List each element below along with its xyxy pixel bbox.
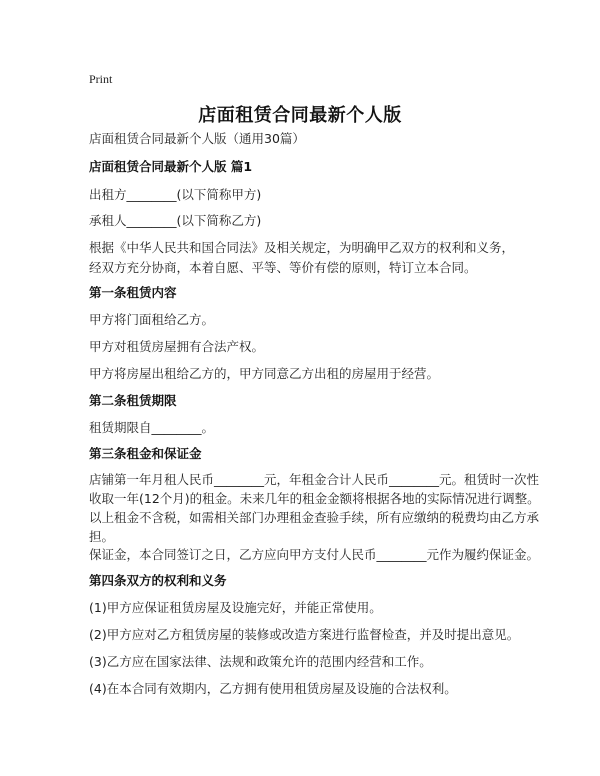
article-1-paragraph: 甲方对租赁房屋拥有合法产权。 <box>89 339 265 354</box>
article-2-heading: 第二条租赁期限 <box>89 393 177 408</box>
lessee-line: 承租人________(以下简称乙方) <box>89 213 262 228</box>
intro-paragraph: 根据《中华人民共和国合同法》及相关规定，为明确甲乙双方的权利和义务，经双方充分协商，本着自愿、平等、等价有偿的原则，特订立本合同。 <box>89 240 515 275</box>
section-heading: 店面租赁合同最新个人版 篇1 <box>89 159 253 174</box>
article-4-item: (3)乙方应在国家法律、法规和政策允许的范围内经营和工作。 <box>89 654 432 669</box>
article-2-paragraph: 租赁期限自________。 <box>89 420 215 435</box>
article-4-heading: 第四条双方的权利和义务 <box>89 573 227 588</box>
article-3-paragraph-line: 店铺第一年月租人民币________元，年租金合计人民币________元。租赁时一次性 <box>89 472 540 487</box>
article-3-paragraph-line: 收取一年(12个月)的租金。未来几年的租金金额将根据各地的实际情况进行调整。 <box>89 491 540 506</box>
article-1-paragraph: 甲方将门面租给乙方。 <box>89 312 215 327</box>
article-3-paragraph-line: 以上租金不含税，如需相关部门办理租金查验手续，所有应缴纳的税费均由乙方承 <box>89 510 540 525</box>
article-1-paragraph: 甲方将房屋出租给乙方的，甲方同意乙方出租的房屋用于经营。 <box>89 366 440 381</box>
article-4-item: (1)甲方应保证租赁房屋及设施完好，并能正常使用。 <box>89 600 382 615</box>
article-4-item: (2)甲方应对乙方租赁房屋的装修或改造方案进行监督检查，并及时提出意见。 <box>89 627 520 642</box>
article-3-paragraph-line: 担。 <box>89 529 115 544</box>
article-3-heading: 第三条租金和保证金 <box>89 446 202 461</box>
print-label[interactable]: Print <box>89 72 113 86</box>
article-3-deposit-paragraph: 保证金，本合同签订之日，乙方应向甲方支付人民币________元作为履约保证金。 <box>89 547 540 562</box>
lessor-line: 出租方________(以下简称甲方) <box>89 187 262 202</box>
article-4-item: (4)在本合同有效期内，乙方拥有使用租赁房屋及设施的合法权利。 <box>89 681 457 696</box>
article-1-heading: 第一条租赁内容 <box>89 285 177 300</box>
document-title: 店面租赁合同最新个人版 <box>198 105 402 126</box>
document-subtitle: 店面租赁合同最新个人版（通用30篇） <box>89 131 305 146</box>
